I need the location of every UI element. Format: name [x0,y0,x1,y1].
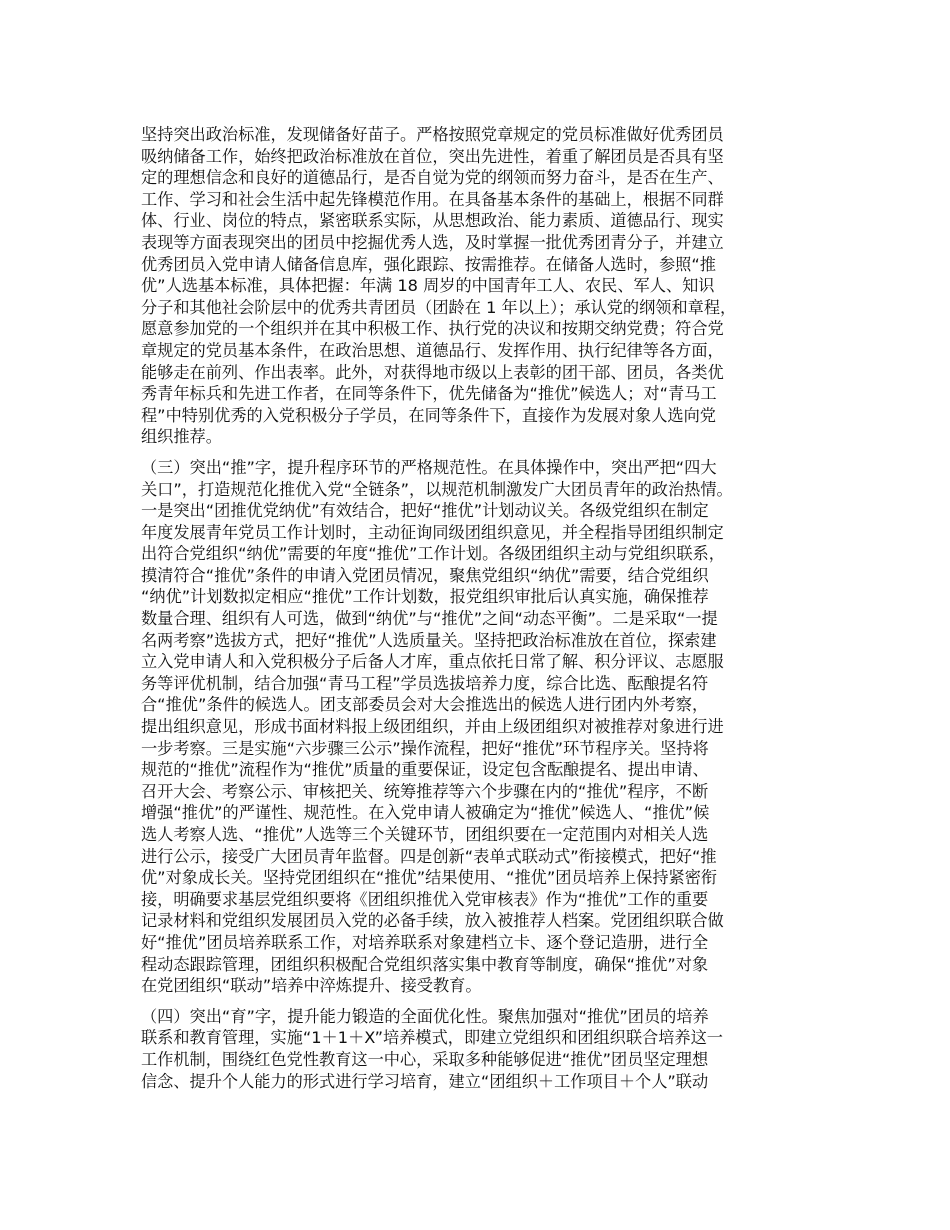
text-line: 坚持突出政治标准，发现储备好苗子。严格按照党章规定的党员标准做好优秀团员 [141,125,724,144]
text-line: 摸清符合“推优”条件的申请入党团员情况，聚焦党组织“纳优”需要，结合党组织 [141,565,709,585]
text-line: 联系和教育管理，实施“1＋1＋X”培养模式，即建立党组织和团组织联合培养这一 [141,1028,723,1048]
text-line: 吸纳储备工作，始终把政治标准放在首位，突出先进性，着重了解团员是否具有坚 [141,146,724,166]
document-body [141,124,813,1092]
paragraph [141,1006,813,1092]
text-line: 表现等方面表现突出的团员中挖掘优秀人选，及时掌握一批优秀团青分子，并建立 [141,232,724,252]
text-line: 在党团组织“联动”培养中淬炼提升、接受教育。 [141,976,482,996]
text-line: 规范的“推优”流程作为“推优”质量的重要保证，设定包含酝酿提名、提出申请、 [141,760,709,780]
text-line: 能够走在前列、作出表率。此外，对获得地市级以上表彰的团干部、团员，各类优 [141,362,724,382]
text-line: 出符合党组织“纳优”需要的年度“推优”工作计划。各级团组织主动与党组织联系， [141,544,725,564]
text-line: 秀青年标兵和先进工作者，在同等条件下，优先储备为“推优”候选人；对“青马工 [141,384,717,404]
text-line: “纳优”计划数拟定相应“推优”工作计划数，报党组织审批后认真实施，确保推荐 [141,587,709,607]
text-line: 章规定的党员基本条件，在政治思想、道德品行、发挥作用、执行纪律等各方面， [141,340,724,360]
text-line: 提出组织意见，形成书面材料报上级团组织，并由上级团组织对被推荐对象进行进 [141,717,724,737]
text-line: 优”对象成长关。坚持党团组织在“推优”结果使用、“推优”团员培养上保持紧密衔 [141,868,718,888]
text-line: 名两考察”选拔方式，把好“推优”人选质量关。坚持把政治标准放在首位，探索建 [141,630,717,650]
paragraph [141,124,813,448]
text-line: 组织推荐。 [141,427,222,447]
text-line: 程动态跟踪管理，团组织积极配合党组织落实集中教育等制度，确保“推优”对象 [141,954,709,974]
text-line: 立入党申请人和入党积极分子后备人才库，重点依托日常了解、积分评议、志愿服 [141,652,724,672]
text-line: 好“推优”团员培养联系工作，对培养联系对象建档立卡、逐个登记造册，进行全 [141,932,709,952]
text-line: 优”人选基本标准，具体把握：年满 18 周岁的中国青年工人、农民、军人、知识 [141,276,715,296]
text-line: 优秀团员入党申请人储备信息库，强化跟踪、按需推荐。在储备人选时，参照“推 [141,254,716,274]
text-line: 关口”，打造规范化推优入党“全链条”，以规范机制激发广大团员青年的政治热情。 [141,479,733,499]
text-line: 定的理想信念和良好的道德品行，是否自觉为党的纲领而努力奋斗，是否在生产、 [141,168,724,188]
text-line: 记录材料和党组织发展团员入党的必备手续，放入被推荐人档案。党团组织联合做 [141,911,724,931]
text-line: 分子和其他社会阶层中的优秀共青团员（团龄在 1 年以上）；承认党的纲领和章程， [141,297,737,317]
text-line: 愿意参加党的一个组织并在其中积极工作、执行党的决议和按期交纳党费；符合党 [141,319,724,339]
text-line: 程”中特别优秀的入党积极分子学员，在同等条件下，直接作为发展对象人选向党 [141,405,716,425]
text-line: 工作、学习和社会生活中起先锋模范作用。在具备基本条件的基础上，根据不同群 [141,189,724,209]
text-line: 一步考察。三是实施“六步骤三公示”操作流程，把好“推优”环节程序关。坚持将 [141,738,709,758]
text-line: 一是突出“团推优党纳优”有效结合，把好“推优”计划动议关。各级党组织在制定 [141,501,709,521]
text-line: 数量合理、组织有人可选，做到“纳优”与“推优”之间“动态平衡”。二是采取“一提 [141,609,718,629]
text-line: （四）突出“育”字，提升能力锻造的全面优化性。聚焦加强对“推优”团员的培养 [141,1006,709,1026]
text-line: 年度发展青年党员工作计划时，主动征询同级团组织意见，并全程指导团组织制定 [141,522,724,542]
text-line: 体、行业、岗位的特点，紧密联系实际，从思想政治、能力素质、道德品行、现实 [141,211,724,231]
text-line: 信念、提升个人能力的形式进行学习培育，建立“团组织＋工作项目＋个人”联动 [141,1071,709,1091]
text-line: 增强“推优”的严谨性、规范性。在入党申请人被确定为“推优”候选人、“推优”候 [141,803,710,823]
text-line: （三）突出“推”字，提升程序环节的严格规范性。在具体操作中，突出严把“四大 [141,457,717,477]
text-line: 工作机制，围绕红色党性教育这一中心，采取多种能够促进“推优”团员坚定理想 [141,1049,709,1069]
text-line: 选人考察人选、“推优”人选等三个关键环节，团组织要在一定范围内对相关人选 [141,825,709,844]
text-line: 接，明确要求基层党组织要将《团组织推优入党审核表》作为“推优”工作的重要 [141,889,709,909]
text-line: 务等评优机制，结合加强“青马工程”学员选拔培养力度，综合比选、酝酿提名符 [141,673,709,693]
text-line: 召开大会、考察公示、审核把关、统筹推荐等六个步骤在内的“推优”程序，不断 [141,781,709,801]
paragraph [141,457,813,997]
text-line: 合“推优”条件的候选人。团支部委员会对大会推选出的候选人进行团内外考察， [141,695,709,715]
text-line: 进行公示，接受广大团员青年监督。四是创新“表单式联动式”衔接模式，把好“推 [141,846,717,866]
